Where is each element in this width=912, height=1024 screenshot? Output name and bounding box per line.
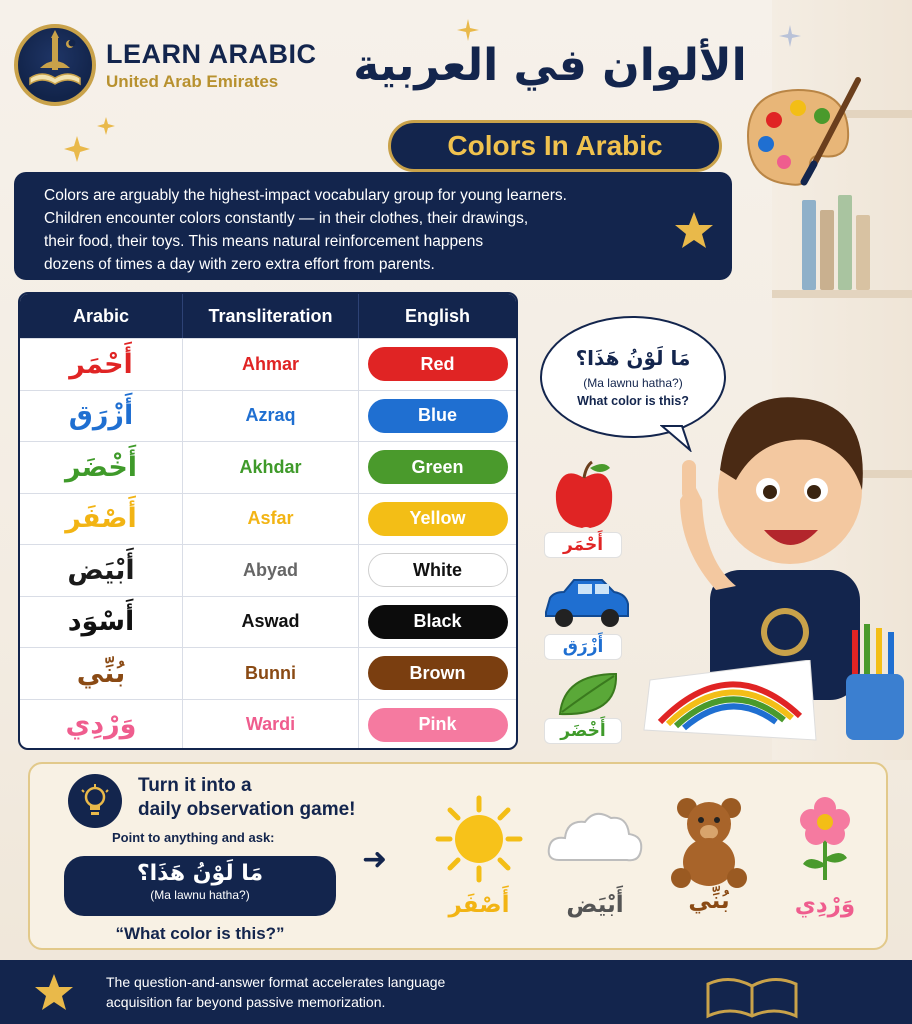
page-title-english: Colors In Arabic: [388, 120, 722, 172]
table-row: [20, 390, 516, 442]
cell-arabic: [20, 700, 182, 751]
pencil-cup-icon: [842, 620, 908, 744]
intro-line: dozens of times a day with zero extra effort from parents.: [44, 256, 435, 273]
table-row: [20, 596, 516, 648]
cell-transliteration: [182, 442, 358, 493]
arabic-word: أَبْيَض: [67, 554, 135, 586]
table-row: [20, 338, 516, 390]
cell-english: [358, 700, 516, 751]
observation-game-panel: [28, 762, 888, 950]
game-title: [138, 774, 398, 822]
star-icon: [674, 210, 714, 250]
cell-arabic: [20, 442, 182, 493]
question-arabic: مَا لَوْنُ هَذَا؟: [136, 861, 264, 886]
english-color-pill: Brown: [368, 656, 508, 690]
arabic-word: أَخْضَر: [64, 451, 138, 483]
flower-icon: [785, 794, 865, 884]
intro-line: Children encounter colors constantly — in their clothes, their drawings,: [44, 210, 529, 227]
sparkle-icon: [778, 24, 802, 48]
game-object-label: أَصْفَر: [448, 892, 510, 918]
arabic-word: أَسْوَد: [67, 606, 135, 638]
cell-arabic: [20, 545, 182, 596]
apple-icon: [552, 458, 616, 532]
cell-english: [358, 494, 516, 545]
transliteration-word: Wardi: [245, 714, 296, 735]
footer-line: The question-and-answer format accelerates language: [106, 974, 446, 990]
transliteration-word: Abyad: [242, 559, 298, 580]
cloud-icon: [545, 794, 645, 884]
cell-english: [358, 545, 516, 596]
transliteration-word: Azraq: [245, 405, 296, 426]
cell-arabic: [20, 648, 182, 699]
arabic-word: أَزْرَق: [68, 400, 134, 432]
transliteration-word: Aswad: [241, 611, 300, 632]
english-color-pill: Black: [368, 605, 508, 639]
side-item-label: [544, 634, 622, 660]
cell-arabic: [20, 339, 182, 390]
cell-english: [358, 442, 516, 493]
arabic-word: وَرْدِي: [65, 709, 137, 741]
transliteration-word: Bunni: [245, 662, 296, 683]
cell-arabic: [20, 391, 182, 442]
open-book-icon: [704, 970, 800, 1020]
cell-transliteration: [182, 648, 358, 699]
bubble-english: What color is this?: [577, 394, 689, 408]
side-item-label-text: أَحْمَر: [562, 535, 604, 555]
question-transliteration: (Ma lawnu hatha?): [150, 888, 250, 902]
star-icon: [34, 972, 74, 1012]
cell-transliteration: [182, 391, 358, 442]
brand-subtitle: United Arab Emirates: [106, 71, 279, 91]
game-object-teddy-bear: [654, 794, 764, 914]
english-color-pill: Green: [368, 450, 508, 484]
intro-line: their food, their toys. This means natural reinforcement happens: [44, 233, 484, 250]
cell-transliteration: [182, 700, 358, 751]
game-title-line: daily observation game!: [138, 799, 356, 820]
transliteration-word: Akhdar: [239, 456, 302, 477]
game-subtitle: Point to anything and ask:: [112, 830, 275, 845]
cell-english: [358, 391, 516, 442]
table-row: [20, 647, 516, 699]
color-vocabulary-table: [18, 292, 518, 750]
cell-transliteration: [182, 597, 358, 648]
cell-transliteration: [182, 339, 358, 390]
column-header-arabic: Arabic: [72, 305, 130, 326]
cell-arabic: [20, 597, 182, 648]
sparkle-icon: [456, 18, 480, 42]
column-header-transliteration: Transliteration: [182, 294, 358, 338]
cell-english: [358, 339, 516, 390]
rainbow-drawing-icon: [640, 660, 820, 746]
brand-title: LEARN ARABIC: [106, 38, 317, 69]
table-row: [20, 544, 516, 596]
page-title-arabic: الألوان في العربية: [353, 40, 747, 91]
column-header-english: English: [358, 294, 516, 338]
intro-line: Colors are arguably the highest-impact vocabulary group for young learners.: [44, 187, 567, 204]
brand-logo: [14, 24, 317, 106]
cell-transliteration: [182, 545, 358, 596]
footer-line: acquisition far beyond passive memorization.: [106, 994, 386, 1010]
bubble-transliteration: (Ma lawnu hatha?): [583, 376, 683, 390]
arabic-word: بُنِّي: [76, 657, 126, 689]
question-box: [64, 856, 336, 916]
game-object-flower: [770, 794, 880, 918]
cell-arabic: [20, 494, 182, 545]
mosque-book-emblem-icon: [14, 24, 96, 106]
paint-palette-icon: [738, 76, 868, 196]
arrow-right-icon: ➜: [362, 842, 388, 877]
leaf-icon: [556, 670, 622, 720]
arabic-word: أَصْفَر: [65, 503, 137, 535]
transliteration-word: Ahmar: [241, 353, 299, 374]
english-color-pill: Yellow: [368, 502, 508, 536]
question-english: “What color is this?”: [115, 924, 285, 943]
game-object-cloud: [540, 794, 650, 918]
game-object-label: بُنِّي: [688, 888, 730, 914]
english-color-pill: Blue: [368, 399, 508, 433]
sun-icon: [434, 794, 524, 884]
side-item-label: [544, 532, 622, 558]
transliteration-word: Asfar: [247, 508, 294, 529]
side-item-label: [544, 718, 622, 744]
sparkle-icon: [96, 116, 116, 136]
table-row: [20, 493, 516, 545]
game-object-label: وَرْدِي: [794, 892, 856, 918]
footer-banner: [0, 960, 912, 1024]
table-row: [20, 699, 516, 751]
cell-english: [358, 597, 516, 648]
arabic-word: أَحْمَر: [69, 348, 133, 380]
teddy-bear-icon: [661, 794, 757, 890]
english-color-pill: White: [368, 553, 508, 587]
cell-transliteration: [182, 494, 358, 545]
light-bulb-icon: [68, 774, 122, 828]
game-title-line: Turn it into a: [138, 775, 252, 796]
sparkle-icon: [62, 134, 92, 164]
side-item-label-text: أَخْضَر: [560, 721, 606, 741]
bubble-arabic: مَا لَوْنُ هَذَا؟: [575, 346, 691, 370]
table-row: [20, 441, 516, 493]
english-color-pill: Pink: [368, 708, 508, 742]
car-icon: [540, 574, 634, 632]
table-header: [20, 294, 516, 338]
intro-panel: [14, 172, 732, 280]
game-object-sun: [424, 794, 534, 918]
footer-text: [106, 972, 566, 1012]
game-object-label: أَبْيَض: [566, 892, 624, 918]
cell-english: [358, 648, 516, 699]
english-color-pill: Red: [368, 347, 508, 381]
side-item-label-text: أَزْرَق: [562, 637, 604, 657]
